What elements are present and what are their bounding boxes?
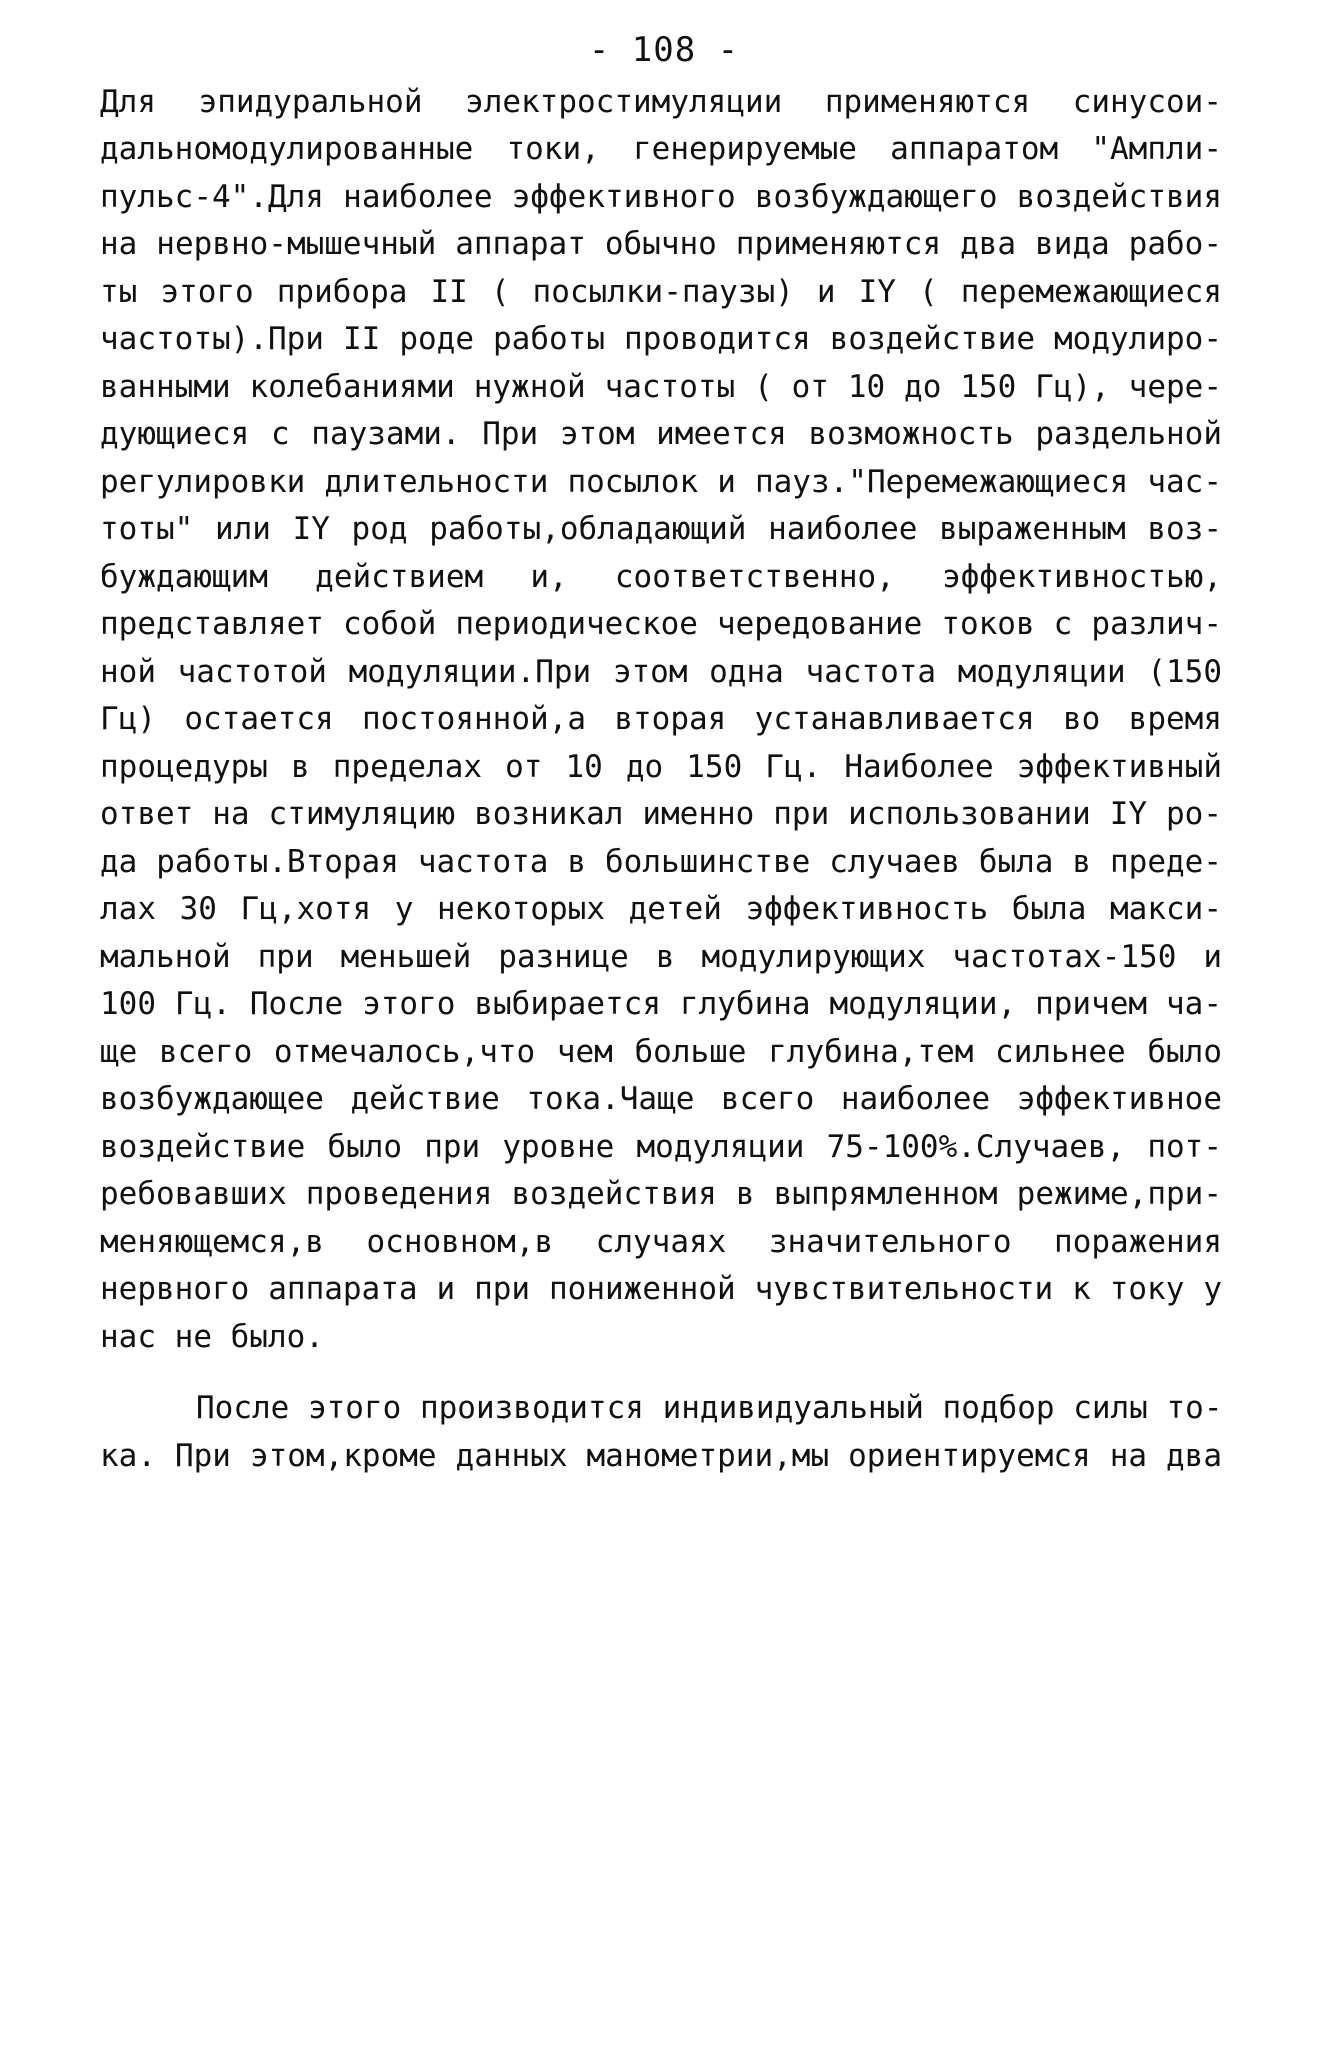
- text-line: на нервно-мышечный аппарат обычно применяются два вида рабо-: [100, 226, 1222, 262]
- text-line: ка. При этом,кроме данных манометрии,мы ориентируемся на два: [100, 1438, 1222, 1474]
- text-line: возбуждающее действие тока.Чаще всего наиболее эффективное: [100, 1081, 1222, 1117]
- text-line: 100 Гц. После этого выбирается глубина модуляции, причем ча-: [100, 986, 1222, 1022]
- text-line: После этого производится индивидуальный подбор силы то-: [196, 1390, 1223, 1426]
- text-line: лах 30 Гц,хотя у некоторых детей эффективность была макси-: [100, 891, 1222, 927]
- text-line: мальной при меньшей разнице в модулирующих частотах-150 и: [100, 939, 1222, 975]
- text-line: ной частотой модуляции.При этом одна частота модуляции (150: [100, 654, 1222, 690]
- text-line: дальномодулированные токи, генерируемые аппаратом "Ампли-: [100, 131, 1222, 167]
- text-line: ответ на стимуляцию возникал именно при использовании IY ро-: [100, 796, 1222, 832]
- text-line: ты этого прибора II ( посылки-паузы) и IY ( перемежающиеся: [100, 274, 1222, 310]
- text-line: пульс-4".Для наиболее эффективного возбуждающего воздействия: [100, 179, 1222, 215]
- page-number: - 108 -: [588, 30, 740, 70]
- text-line: ребовавших проведения воздействия в выпрямленном режиме,при-: [100, 1176, 1222, 1212]
- text-line: нас не было.: [100, 1319, 324, 1355]
- text-line: процедуры в пределах от 10 до 150 Гц. Наиболее эффективный: [100, 749, 1222, 785]
- text-line: регулировки длительности посылок и пауз."Перемежающиеся час-: [100, 464, 1222, 500]
- text-line: Гц) остается постоянной,а вторая устанавливается во время: [100, 701, 1222, 737]
- text-line: дующиеся с паузами. При этом имеется возможность раздельной: [100, 416, 1222, 452]
- text-line: нервного аппарата и при пониженной чувствительности к току у: [100, 1271, 1222, 1307]
- text-line: буждающим действием и, соответственно, эффективностью,: [100, 559, 1222, 595]
- text-line: представляет собой периодическое чередование токов с различ-: [100, 606, 1222, 642]
- text-line: да работы.Вторая частота в большинстве случаев была в преде-: [100, 844, 1222, 880]
- text-line: тоты" или IY род работы,обладающий наиболее выраженным воз-: [100, 511, 1222, 547]
- text-line: Для эпидуральной электростимуляции применяются синусои-: [100, 84, 1222, 120]
- text-line: меняющемся,в основном,в случаях значительного поражения: [100, 1224, 1222, 1260]
- text-line: ванными колебаниями нужной частоты ( от 10 до 150 Гц), чере-: [100, 369, 1222, 405]
- text-line: частоты).При II роде работы проводится воздействие модулиро-: [100, 321, 1222, 357]
- text-line: воздействие было при уровне модуляции 75-100%.Случаев, пот-: [100, 1129, 1222, 1165]
- text-line: ще всего отмечалось,что чем больше глубина,тем сильнее было: [100, 1034, 1222, 1070]
